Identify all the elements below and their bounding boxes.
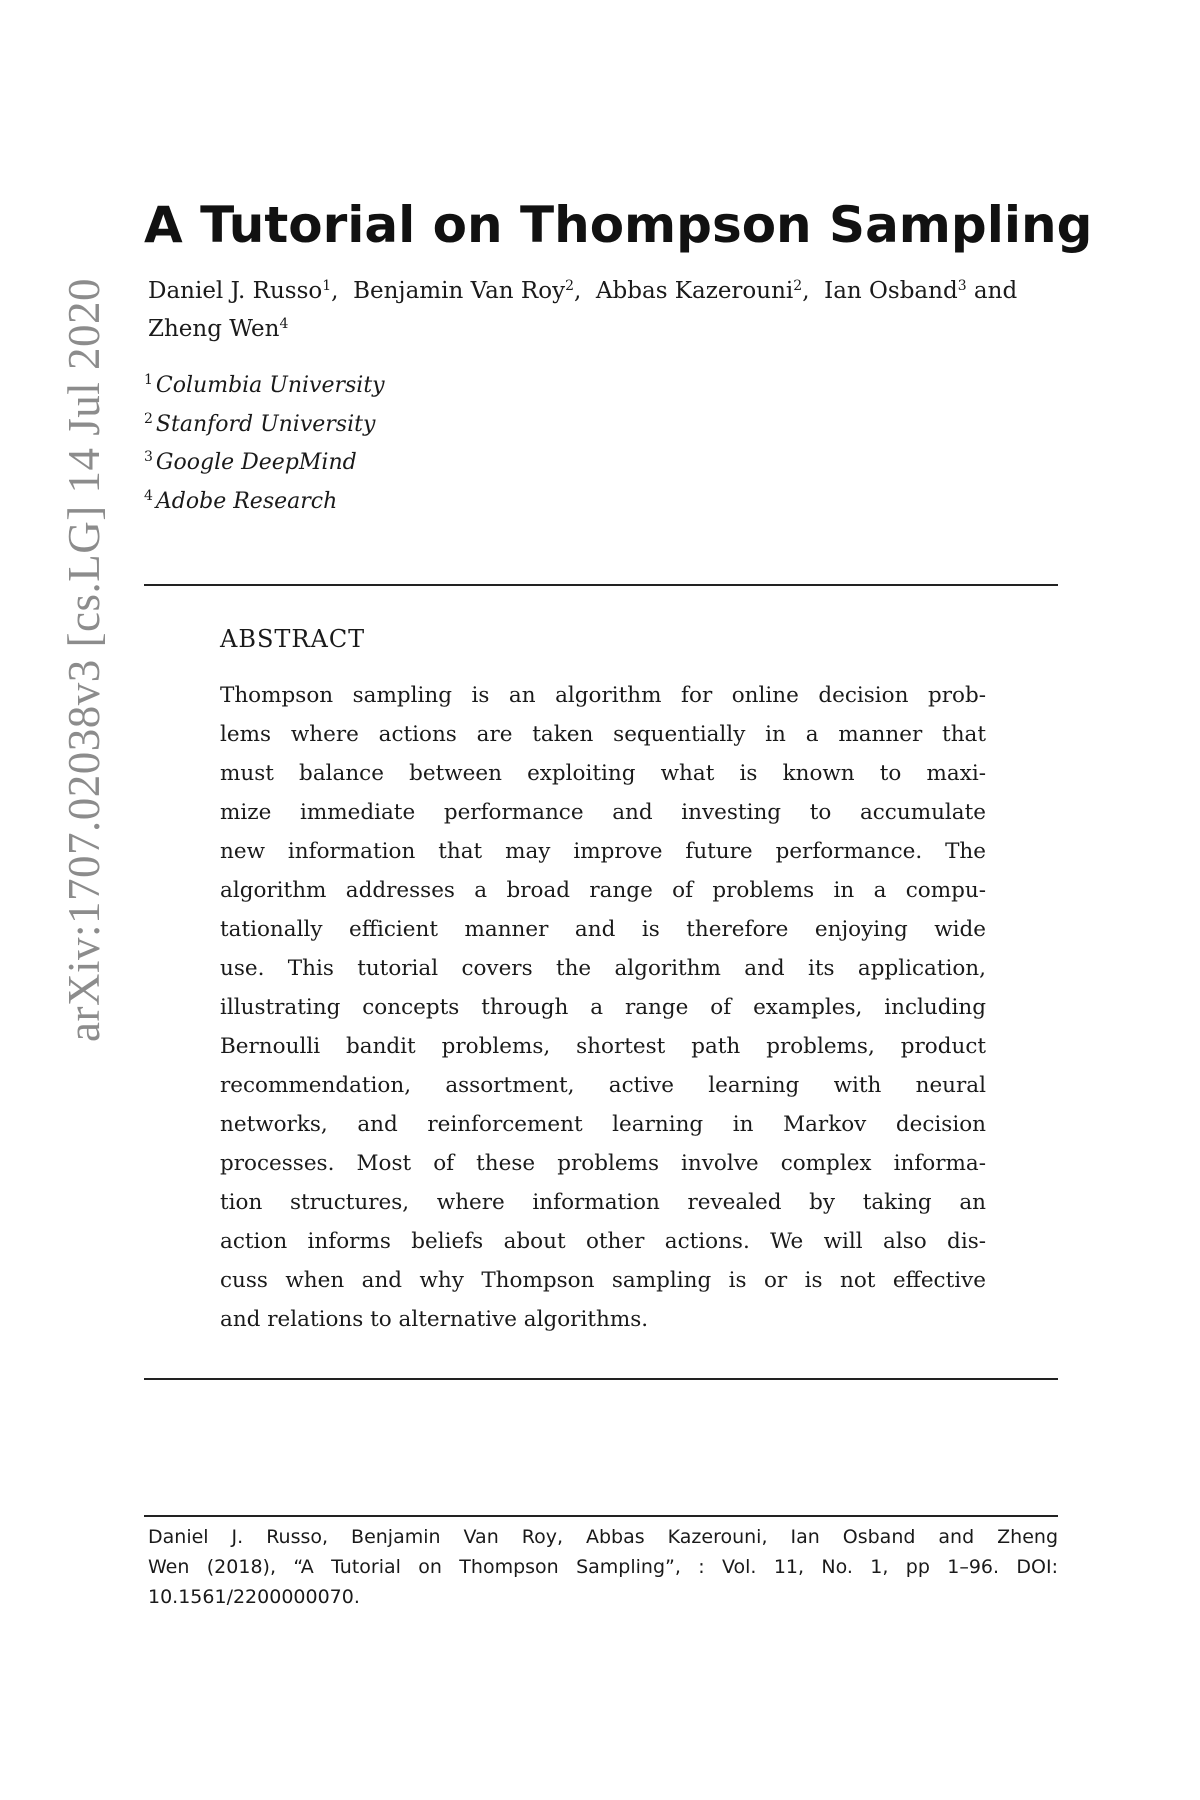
- abstract-line: tion structures, where information revealed by taking an: [220, 1190, 986, 1215]
- top-divider: [144, 584, 1058, 586]
- author-list: [148, 272, 1048, 348]
- affiliation-name: Google DeepMind: [155, 450, 357, 475]
- abstract-body: [220, 676, 986, 1339]
- abstract-line: action informs beliefs about other actions. We will also dis-: [220, 1229, 986, 1254]
- abstract-line: recommendation, assortment, active learning with neural: [220, 1073, 986, 1098]
- affiliation-item: [144, 367, 385, 406]
- affiliation-mark: 3: [957, 278, 967, 294]
- affiliation-mark: 4: [144, 487, 153, 504]
- arxiv-identifier-stamp: arXiv:1707.02038v3 [cs.LG] 14 Jul 2020: [59, 278, 109, 1042]
- affiliation-mark: 2: [565, 278, 574, 294]
- footnote-divider: [144, 1515, 1058, 1517]
- author-name: Abbas Kazerouni: [595, 278, 794, 304]
- author-name: Daniel J. Russo: [148, 278, 323, 304]
- affiliation-mark: 2: [793, 278, 803, 294]
- abstract-line: lems where actions are taken sequentially in a manner that: [220, 722, 986, 747]
- abstract-line: and relations to alternative algorithms.: [220, 1307, 649, 1332]
- author-separator: ,: [573, 278, 582, 304]
- abstract-line: algorithm addresses a broad range of problems in a compu-: [220, 878, 986, 903]
- abstract-line: Thompson sampling is an algorithm for online decision prob-: [220, 683, 986, 708]
- affiliation-name: Stanford University: [155, 411, 376, 437]
- paper-title: A Tutorial on Thompson Sampling: [144, 196, 1093, 254]
- affiliation-name: Adobe Research: [155, 488, 338, 514]
- abstract-line: must balance between exploiting what is known to maxi-: [220, 761, 986, 786]
- affiliation-mark: 4: [279, 316, 289, 332]
- abstract-line: networks, and reinforcement learning in Markov decision: [220, 1112, 986, 1137]
- citation-line: Wen (2018), “A Tutorial on Thompson Sampling”, : Vol. 11, No. 1, pp 1–96. DOI:: [148, 1556, 1058, 1578]
- author-name: Benjamin Van Roy: [353, 278, 566, 304]
- abstract-line: cuss when and why Thompson sampling is or is not effective: [220, 1268, 986, 1293]
- author-separator: ,: [802, 278, 810, 304]
- citation-line: 10.1561/2200000070.: [148, 1586, 360, 1608]
- author-separator: ,: [331, 278, 339, 304]
- author-conjunction: and: [973, 278, 1018, 304]
- affiliation-mark: 3: [144, 449, 153, 465]
- affiliation-item: [144, 483, 385, 522]
- affiliation-item: [144, 444, 385, 483]
- affiliation-item: [144, 406, 385, 445]
- abstract-line: illustrating concepts through a range of examples, including: [220, 995, 986, 1020]
- abstract-line: use. This tutorial covers the algorithm and its application,: [220, 956, 986, 981]
- abstract-heading: ABSTRACT: [220, 625, 366, 653]
- affiliation-list: [144, 367, 385, 521]
- affiliation-mark: 1: [322, 278, 332, 294]
- citation-footnote: [148, 1522, 1058, 1612]
- author-name: Ian Osband: [824, 278, 958, 304]
- affiliation-mark: 2: [144, 410, 153, 427]
- citation-line: Daniel J. Russo, Benjamin Van Roy, Abbas Kazerouni, Ian Osband and Zheng: [148, 1526, 1058, 1548]
- affiliation-mark: 1: [144, 372, 153, 388]
- abstract-line: Bernoulli bandit problems, shortest path problems, product: [220, 1034, 986, 1059]
- abstract-line: new information that may improve future performance. The: [220, 839, 986, 864]
- abstract-line: tationally efficient manner and is therefore enjoying wide: [220, 917, 986, 942]
- author-name: Zheng Wen: [148, 316, 280, 342]
- abstract-line: processes. Most of these problems involve complex informa-: [220, 1151, 986, 1176]
- abstract-line: mize immediate performance and investing to accumulate: [220, 800, 986, 825]
- bottom-divider: [144, 1378, 1058, 1380]
- affiliation-name: Columbia University: [155, 373, 385, 398]
